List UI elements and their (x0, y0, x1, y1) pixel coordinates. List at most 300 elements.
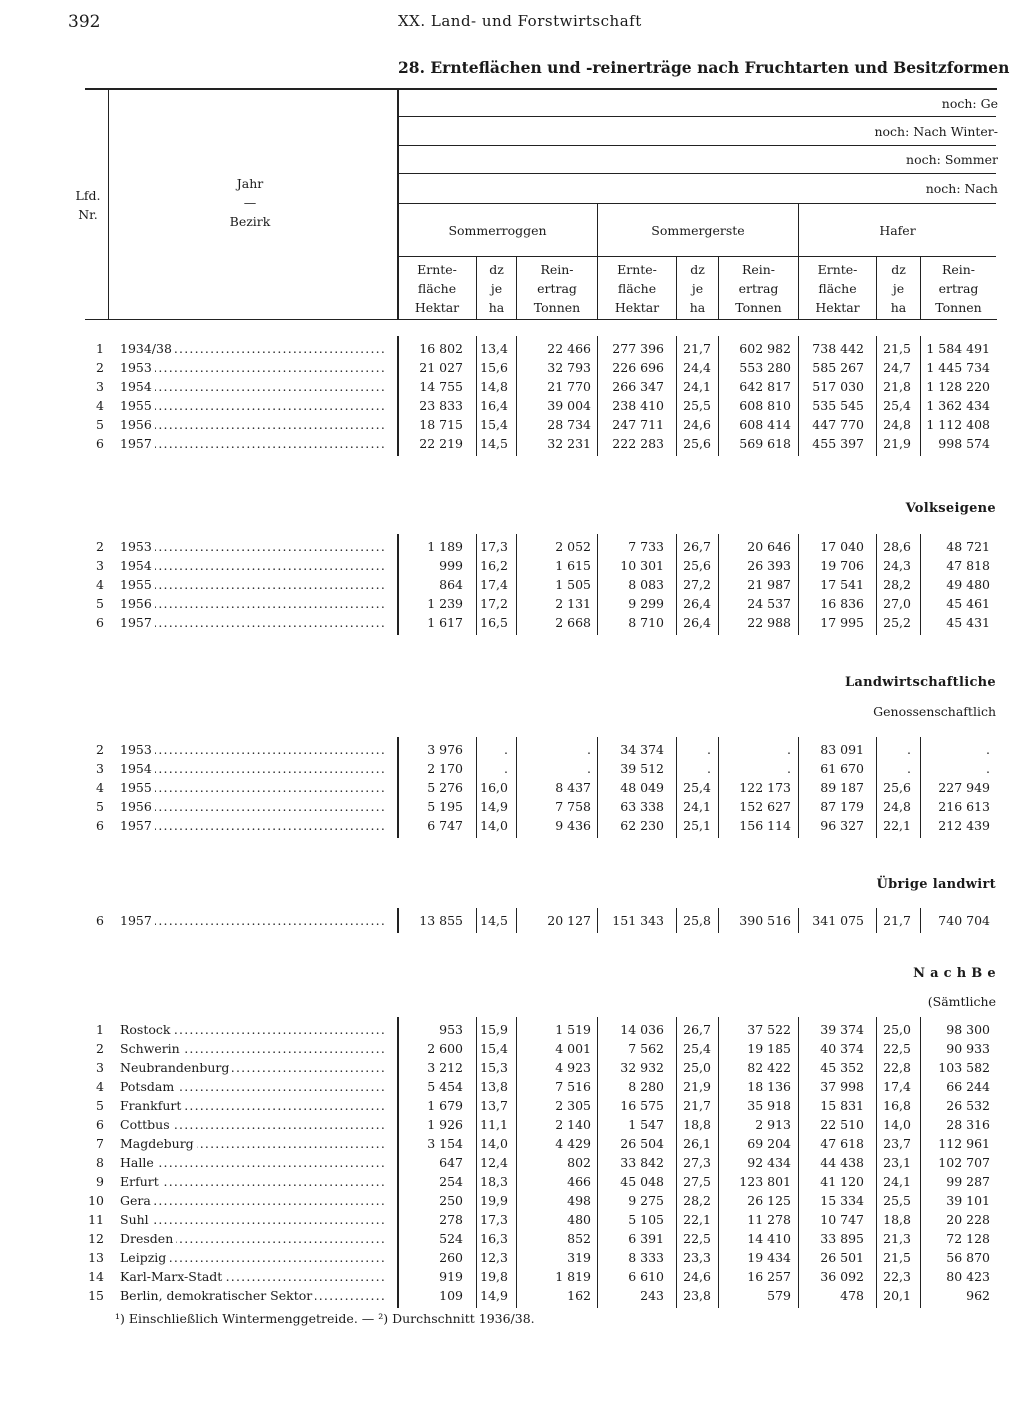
row-number: 3 (96, 379, 104, 394)
row-label (120, 1039, 386, 1058)
column-header-line: ertrag (537, 281, 577, 296)
data-cell: 1 128 220 (926, 379, 990, 394)
row-number: 2 (96, 742, 104, 757)
data-cell: 28 316 (946, 1117, 990, 1132)
data-cell: 466 (567, 1174, 591, 1189)
data-cell: 341 075 (812, 913, 864, 928)
data-cell: 48 049 (620, 780, 664, 795)
data-cell: 20 228 (946, 1212, 990, 1227)
data-cell: 2 052 (555, 539, 591, 554)
data-cell: 123 801 (739, 1174, 791, 1189)
data-cell: 15,3 (480, 1060, 508, 1075)
data-cell: 24,1 (683, 379, 711, 394)
row-label (120, 377, 386, 396)
data-cell: 22 466 (547, 341, 591, 356)
column-separator (676, 336, 677, 456)
column-header-line: Rein- (941, 262, 976, 277)
data-cell: 7 516 (555, 1079, 591, 1094)
row-label-text: Halle (120, 1155, 157, 1170)
column-separator (676, 737, 677, 838)
page-number: 392 (68, 12, 101, 32)
data-cell: 18 136 (747, 1079, 791, 1094)
data-cell: 21,7 (683, 1098, 711, 1113)
data-cell: 22,1 (683, 1212, 711, 1227)
data-cell: 998 574 (938, 436, 990, 451)
group-sommerroggen: Sommerroggen (448, 223, 547, 238)
data-cell: 24,1 (883, 1174, 911, 1189)
data-cell: 45 048 (620, 1174, 664, 1189)
data-cell: 1 547 (628, 1117, 664, 1132)
footnote: ¹) Einschließlich Wintermenggetreide. — ²) Durchschnitt 1936/38. (115, 1311, 535, 1326)
row-number: 1 (96, 1022, 104, 1037)
column-separator (597, 336, 598, 456)
data-cell: 602 982 (739, 341, 791, 356)
row-number: 6 (96, 818, 104, 833)
data-cell: 802 (567, 1155, 591, 1170)
column-separator (397, 336, 399, 456)
data-cell: 24,7 (883, 360, 911, 375)
data-cell: 19,9 (480, 1193, 508, 1208)
data-cell: 37 998 (820, 1079, 864, 1094)
data-cell: 28,2 (883, 577, 911, 592)
row-label (120, 1096, 386, 1115)
data-cell: 16,2 (480, 558, 508, 573)
column-separator (516, 336, 517, 456)
column-separator (798, 908, 799, 933)
data-cell: 14,8 (480, 379, 508, 394)
data-cell: . (787, 761, 791, 776)
data-cell: 12,3 (480, 1250, 508, 1265)
data-cell: 25,0 (683, 1060, 711, 1075)
row-number: 5 (96, 1098, 104, 1113)
row-label (120, 1229, 386, 1248)
chapter-title: XX. Land- und Forstwirtschaft (398, 12, 642, 30)
row-label (120, 594, 386, 613)
data-cell: 498 (567, 1193, 591, 1208)
column-separator (676, 534, 677, 635)
data-cell: 32 231 (547, 436, 591, 451)
column-header-line: je (691, 281, 704, 296)
data-cell: 12,4 (480, 1155, 508, 1170)
row-label-text: 1957 (120, 818, 155, 833)
lfd-line-2: Nr. (78, 207, 98, 222)
column-header-line: ha (689, 300, 706, 315)
data-cell: 18 715 (419, 417, 463, 432)
data-cell: 21,5 (883, 341, 911, 356)
row-label-text: 1953 (120, 742, 155, 757)
data-cell: 28,6 (883, 539, 911, 554)
data-cell: 18,8 (683, 1117, 711, 1132)
row-label (120, 1058, 386, 1077)
data-cell: 33 842 (620, 1155, 664, 1170)
group-hafer: Hafer (879, 223, 916, 238)
row-number: 2 (96, 539, 104, 554)
data-cell: 21 027 (419, 360, 463, 375)
data-cell: 13,4 (480, 341, 508, 356)
data-cell: 16 575 (620, 1098, 664, 1113)
data-cell: 21 770 (547, 379, 591, 394)
row-label-text: Frankfurt (120, 1098, 184, 1113)
data-cell: 45 352 (820, 1060, 864, 1075)
data-cell: 24,3 (883, 558, 911, 573)
data-cell: 390 516 (739, 913, 791, 928)
row-label-text: 1953 (120, 360, 155, 375)
data-cell: 7 733 (628, 539, 664, 554)
row-number: 5 (96, 417, 104, 432)
data-cell: 1 445 734 (926, 360, 990, 375)
column-header-line: Rein- (540, 262, 574, 277)
section-heading: N a c h B e (913, 966, 996, 981)
column-separator (920, 336, 921, 456)
data-cell: 6 610 (628, 1269, 664, 1284)
data-cell: 14,0 (883, 1117, 911, 1132)
data-cell: 478 (840, 1288, 864, 1303)
row-number: 3 (96, 1060, 104, 1075)
data-cell: 26,4 (683, 596, 711, 611)
row-label (120, 434, 386, 453)
data-cell: 19,8 (480, 1269, 508, 1284)
row-label-text: 1955 (120, 780, 155, 795)
column-header-line: dz (690, 262, 705, 277)
data-cell: 16 836 (820, 596, 864, 611)
column-header-line: fläche (417, 281, 457, 296)
column-separator (516, 1017, 517, 1308)
column-header-2 (477, 260, 516, 317)
data-cell: 15,4 (480, 1041, 508, 1056)
data-cell: 24 537 (747, 596, 791, 611)
noch-rule-2 (398, 145, 996, 146)
header-divider-lfd (108, 89, 109, 319)
data-cell: 26,7 (683, 539, 711, 554)
column-header-9 (921, 260, 996, 317)
data-cell: 14 410 (747, 1231, 791, 1246)
data-cell: 14,9 (480, 799, 508, 814)
column-header-line: je (490, 281, 503, 296)
column-separator (516, 737, 517, 838)
data-cell: 18,8 (883, 1212, 911, 1227)
row-number: 13 (88, 1250, 104, 1265)
column-separator (516, 908, 517, 933)
data-cell: 14,5 (480, 913, 508, 928)
row-number: 2 (96, 360, 104, 375)
row-label-text: Magdeburg (120, 1136, 197, 1151)
data-cell: . (587, 742, 591, 757)
data-cell: 455 397 (812, 436, 864, 451)
data-cell: 17 040 (820, 539, 864, 554)
data-cell: . (907, 761, 911, 776)
section-heading: Übrige landwirt (876, 877, 996, 892)
data-cell: 25,4 (683, 780, 711, 795)
data-cell: 9 436 (555, 818, 591, 833)
data-cell: 22,5 (883, 1041, 911, 1056)
data-cell: 1 926 (427, 1117, 463, 1132)
data-cell: 151 343 (612, 913, 664, 928)
column-separator (798, 1017, 799, 1308)
data-cell: 524 (439, 1231, 463, 1246)
data-cell: 447 770 (812, 417, 864, 432)
row-label (120, 1267, 386, 1286)
column-header-line: Ernte- (617, 262, 657, 277)
data-cell: 1 584 491 (926, 341, 990, 356)
data-cell: 953 (439, 1022, 463, 1037)
data-cell: 2 913 (755, 1117, 791, 1132)
row-label (120, 740, 386, 759)
data-cell: 254 (439, 1174, 463, 1189)
data-cell: 16,8 (883, 1098, 911, 1113)
row-label-text: 1957 (120, 913, 155, 928)
data-cell: . (787, 742, 791, 757)
row-label (120, 537, 386, 556)
data-cell: 15,6 (480, 360, 508, 375)
column-separator (597, 534, 598, 635)
row-label-text: Suhl (120, 1212, 152, 1227)
data-cell: 8 280 (628, 1079, 664, 1094)
data-cell: 23,7 (883, 1136, 911, 1151)
row-label (120, 339, 386, 358)
data-cell: 14,9 (480, 1288, 508, 1303)
row-number: 6 (96, 436, 104, 451)
column-header-line: fläche (617, 281, 657, 296)
row-number: 12 (88, 1231, 104, 1246)
data-cell: 6 391 (628, 1231, 664, 1246)
column-separator (718, 737, 719, 838)
data-cell: . (986, 742, 990, 757)
data-cell: 23,8 (683, 1288, 711, 1303)
row-number: 8 (96, 1155, 104, 1170)
row-label-text: Karl-Marx-Stadt (120, 1269, 225, 1284)
row-label (120, 1115, 386, 1134)
data-cell: 24,1 (683, 799, 711, 814)
column-separator (397, 737, 399, 838)
row-label (120, 1172, 386, 1191)
section-subheading: (Sämtliche (927, 994, 996, 1009)
data-cell: 238 410 (612, 398, 664, 413)
data-cell: 66 244 (946, 1079, 990, 1094)
data-cell: 22,5 (683, 1231, 711, 1246)
data-cell: 44 438 (820, 1155, 864, 1170)
data-cell: 96 327 (820, 818, 864, 833)
data-cell: 4 001 (555, 1041, 591, 1056)
row-number: 14 (88, 1269, 104, 1284)
data-cell: 24,8 (883, 799, 911, 814)
data-cell: 102 707 (938, 1155, 990, 1170)
data-cell: 8 710 (628, 615, 664, 630)
row-label-text: 1957 (120, 436, 155, 451)
data-cell: 17,3 (480, 539, 508, 554)
row-label (120, 613, 386, 632)
data-cell: 553 280 (739, 360, 791, 375)
column-separator (597, 1017, 598, 1308)
table-title: 28. Ernteflächen und -reinerträge nach Fruchtarten und Besitzformen (398, 58, 1010, 77)
data-cell: 19 434 (747, 1250, 791, 1265)
data-cell: 21,7 (883, 913, 911, 928)
data-cell: 21,7 (683, 341, 711, 356)
row-number: 4 (96, 577, 104, 592)
section-heading: Volkseigene (905, 501, 996, 516)
column-separator (516, 534, 517, 635)
data-cell: 162 (567, 1288, 591, 1303)
column-header-line: Tonnen (735, 300, 782, 315)
data-cell: 22,3 (883, 1269, 911, 1284)
data-cell: 22 510 (820, 1117, 864, 1132)
data-cell: 8 083 (628, 577, 664, 592)
data-cell: 14 755 (419, 379, 463, 394)
data-cell: 17,3 (480, 1212, 508, 1227)
column-header-line: Hektar (614, 300, 660, 315)
column-header-line: Hektar (414, 300, 460, 315)
column-separator (920, 534, 921, 635)
row-number: 10 (88, 1193, 104, 1208)
column-header-6 (719, 260, 798, 317)
data-cell: 21,3 (883, 1231, 911, 1246)
column-separator (597, 908, 598, 933)
column-separator (920, 908, 921, 933)
data-cell: 14,5 (480, 436, 508, 451)
column-separator (676, 1017, 677, 1308)
data-cell: 26 393 (747, 558, 791, 573)
data-cell: 32 932 (620, 1060, 664, 1075)
noch-rule-3 (398, 173, 996, 174)
row-label (120, 1191, 386, 1210)
row-label (120, 911, 386, 930)
data-cell: 122 173 (739, 780, 791, 795)
data-cell: 212 439 (938, 818, 990, 833)
data-cell: 919 (439, 1269, 463, 1284)
row-number: 6 (96, 1117, 104, 1132)
row-label-text: Leipzig (120, 1250, 169, 1265)
row-number: 3 (96, 558, 104, 573)
data-cell: 48 721 (946, 539, 990, 554)
data-cell: 26,7 (683, 1022, 711, 1037)
data-cell: 26 501 (820, 1250, 864, 1265)
data-cell: 11 278 (747, 1212, 791, 1227)
data-cell: 277 396 (612, 341, 664, 356)
data-cell: 21 987 (747, 577, 791, 592)
data-cell: 99 287 (946, 1174, 990, 1189)
data-cell: 247 711 (612, 417, 664, 432)
row-label (120, 1077, 386, 1096)
column-header-4 (598, 260, 676, 317)
row-number: 3 (96, 761, 104, 776)
row-number: 6 (96, 615, 104, 630)
row-number: 7 (96, 1136, 104, 1151)
data-cell: 27,5 (683, 1174, 711, 1189)
data-cell: 17,4 (480, 577, 508, 592)
data-cell: 579 (767, 1288, 791, 1303)
column-header-line: Ernte- (417, 262, 457, 277)
row-label-text: Rostock (120, 1022, 173, 1037)
data-cell: 226 696 (612, 360, 664, 375)
row-number: 9 (96, 1174, 104, 1189)
row-label-text: Erfurt (120, 1174, 162, 1189)
data-cell: 5 195 (427, 799, 463, 814)
row-label-text: Berlin, demokratischer Sektor (120, 1288, 315, 1303)
row-label (120, 1134, 386, 1153)
column-separator (798, 737, 799, 838)
data-cell: 45 461 (946, 596, 990, 611)
data-cell: 19 185 (747, 1041, 791, 1056)
data-cell: 2 668 (555, 615, 591, 630)
data-cell: 2 140 (555, 1117, 591, 1132)
data-cell: 8 437 (555, 780, 591, 795)
data-cell: 26 532 (946, 1098, 990, 1113)
row-label-text: 1934/38 (120, 341, 175, 356)
data-cell: 17 995 (820, 615, 864, 630)
row-number: 5 (96, 799, 104, 814)
data-cell: 20 127 (547, 913, 591, 928)
data-cell: 89 187 (820, 780, 864, 795)
data-cell: 2 170 (427, 761, 463, 776)
column-separator (718, 908, 719, 933)
column-separator (876, 737, 877, 838)
jahr-bezirk-header (210, 174, 290, 231)
row-label-text: 1955 (120, 577, 155, 592)
column-header-line: ha (488, 300, 505, 315)
data-cell: 3 212 (427, 1060, 463, 1075)
column-header-1 (398, 260, 476, 317)
data-cell: 112 961 (938, 1136, 990, 1151)
data-cell: 5 454 (427, 1079, 463, 1094)
data-cell: 569 618 (739, 436, 791, 451)
column-separator (876, 908, 877, 933)
row-number: 15 (88, 1288, 104, 1303)
data-cell: 17,2 (480, 596, 508, 611)
noch-rule-1 (398, 116, 996, 117)
column-separator (676, 908, 677, 933)
data-cell: 25,1 (683, 818, 711, 833)
row-label-text: 1955 (120, 398, 155, 413)
lfd-line-1: Lfd. (75, 188, 101, 203)
data-cell: 1 239 (427, 596, 463, 611)
data-cell: 39 512 (620, 761, 664, 776)
data-cell: . (504, 761, 508, 776)
data-cell: 24,8 (883, 417, 911, 432)
column-separator (397, 534, 399, 635)
data-cell: 92 434 (747, 1155, 791, 1170)
data-cell: 25,6 (683, 436, 711, 451)
column-separator (718, 336, 719, 456)
data-cell: . (504, 742, 508, 757)
data-cell: 608 810 (739, 398, 791, 413)
column-header-line: je (892, 281, 905, 296)
data-cell: 22 219 (419, 436, 463, 451)
column-header-line: Tonnen (533, 300, 581, 315)
data-cell: 962 (966, 1288, 990, 1303)
data-cell: 16,5 (480, 615, 508, 630)
data-cell: 999 (439, 558, 463, 573)
noch-line-4: noch: Nach (925, 181, 998, 196)
data-cell: 25,5 (683, 398, 711, 413)
data-cell: 608 414 (739, 417, 791, 432)
data-cell: 28 734 (547, 417, 591, 432)
data-cell: 41 120 (820, 1174, 864, 1189)
row-label (120, 1248, 386, 1267)
data-cell: 23,1 (883, 1155, 911, 1170)
data-cell: 216 613 (938, 799, 990, 814)
data-cell: 7 562 (628, 1041, 664, 1056)
column-header-3 (517, 260, 597, 317)
data-cell: 517 030 (812, 379, 864, 394)
data-cell: 25,6 (883, 780, 911, 795)
lfd-nr-header (70, 186, 106, 224)
data-cell: 47 618 (820, 1136, 864, 1151)
data-cell: 10 301 (620, 558, 664, 573)
data-cell: 16 257 (747, 1269, 791, 1284)
data-cell: 39 374 (820, 1022, 864, 1037)
data-cell: 13,7 (480, 1098, 508, 1113)
data-cell: 243 (640, 1288, 664, 1303)
row-number: 4 (96, 1079, 104, 1094)
